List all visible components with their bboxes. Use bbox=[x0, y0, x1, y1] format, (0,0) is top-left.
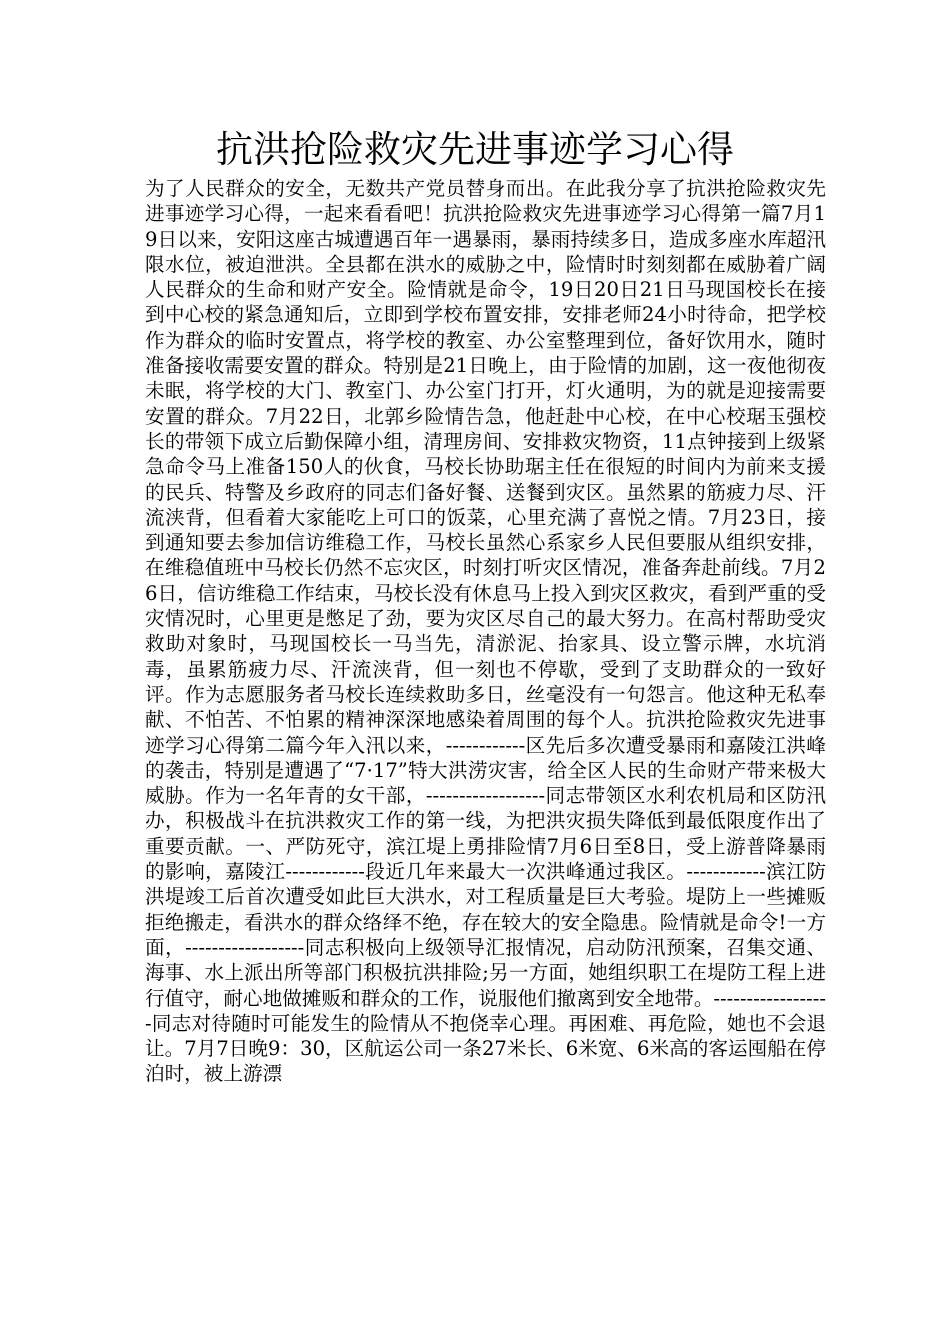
document-body-text: 为了人民群众的安全，无数共产党员替身而出。在此我分享了抗洪抢险救灾先进事迹学习心得，一起来看看吧！抗洪抢险救灾先进事迹学习心得第一篇7月19日以来，安阳这座古城遭遇百年一遇暴雨，暴雨持续多日，造成多座水库超汛限水位，被迫泄洪。全县都在洪水的威胁之中，险情时时刻刻都在威胁着广阔人民群众的生命和财产安全。险情就是命令，19日20日21日马现国校长在接到中心校的紧急通知后，立即到学校布置安排，安排老师24小时待命，把学校作为群众的临时安置点，将学校的教室、办公室整理到位，备好饮用水，随时准备接收需要安置的群众。特别是21日晚上，由于险情的加剧，这一夜他彻夜未眠，将学校的大门、教室门、办公室门打开，灯火通明，为的就是迎接需要安置的群众。7月22日，北郭乡险情告急，他赶赴中心校，在中心校琚玉强校长的带领下成立后勤保障小组，清理房间、安排救灾物资，11点钟接到上级紧急命令马上准备150人的伙食，马校长协助琚主任在很短的时间内为前来支援的民兵、特警及乡政府的同志们备好餐、送餐到灾区。虽然累的筋疲力尽、汗流浃背，但看着大家能吃上可口的饭菜，心里充满了喜悦之情。7月23日，接到通知要去参加信访维稳工作，马校长虽然心系家乡人民但要服从组织安排，在维稳值班中马校长仍然不忘灾区，时刻打听灾区情况，准备奔赴前线。7月26日，信访维稳工作结束，马校长没有休息马上投入到灾区救灾，看到严重的受灾情况时，心里更是憋足了劲，要为灾区尽自己的最大努力。在高村帮助受灾救助对象时，马现国校长一马当先，清淤泥、抬家具、设立警示牌，水坑消毒，虽累筋疲力尽、汗流浃背，但一刻也不停歇，受到了支助群众的一致好评。作为志愿服务者马校长连续救助多日，丝毫没有一句怨言。他这种无私奉献、不怕苦、不怕累的精神深深地感染着周围的每个人。抗洪抢险救灾先进事迹学习心得第二篇今年入汛以来，------------区先后多次遭受暴雨和嘉陵江洪峰的袭击，特别是遭遇了“7·17”特大洪涝灾害，给全区人民的生命财产带来极大威胁。作为一名年青的女干部，------------------同志带领区水利农机局和区防汛办，积极战斗在抗洪救灾工作的第一线，为把洪灾损失降低到最低限度作出了重要贡献。一、严防死守，滨江堤上勇排险情7月6日至8日，受上游普降暴雨的影响，嘉陵江------------段近几年来最大一次洪峰通过我区。------------滨江防洪堤竣工后首次遭受如此巨大洪水，对工程质量是巨大考验。堤防上一些摊贩拒绝搬走，看洪水的群众络绎不绝，存在较大的安全隐患。险情就是命令!一方面，------------------同志积极向上级领导汇报情况，启动防汛预案，召集交通、海事、水上派出所等部门积极抗洪排险;另一方面，她组织职工在堤防工程上进行值守，耐心地做摊贩和群众的工作，说服他们撤离到安全地带。------------------同志对待随时可能发生的险情从不抱侥幸心理。再困难、再危险，她也不会退让。7月7日晚9：30，区航运公司一条27米长、6米宽、6米高的客运囤船在停泊时，被上游漂 bbox=[145, 177, 826, 1086]
document-title: 抗洪抢险救灾先进事迹学习心得 bbox=[216, 128, 734, 171]
